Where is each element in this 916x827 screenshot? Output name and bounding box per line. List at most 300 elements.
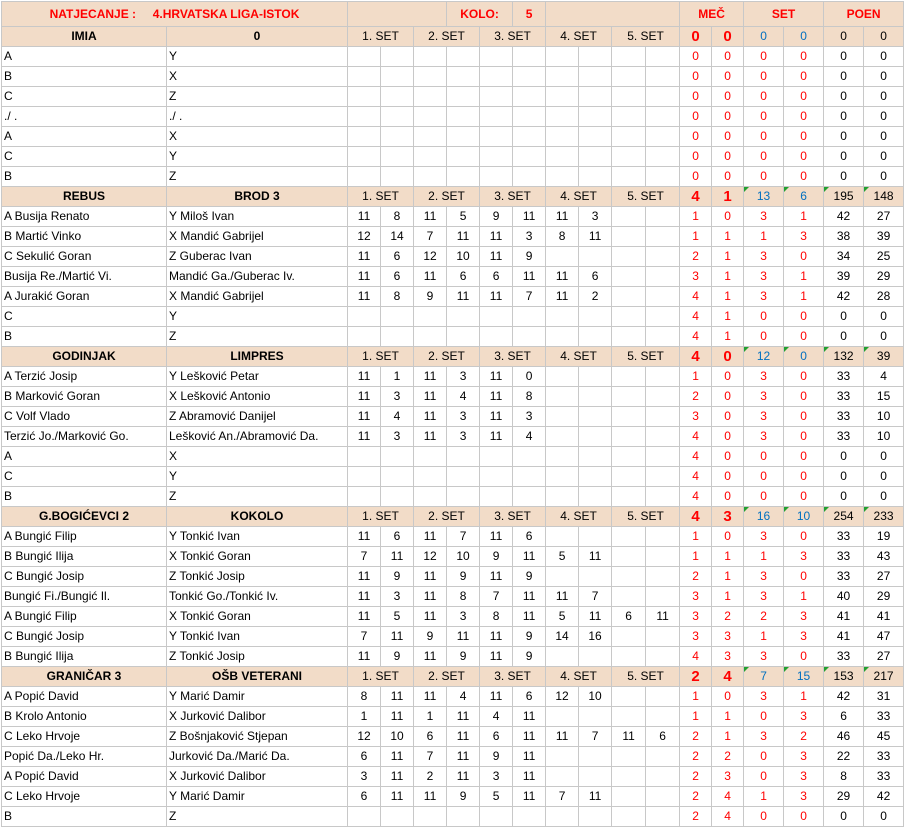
set-score	[513, 327, 546, 347]
set-total-home: 7	[744, 667, 784, 687]
game-sets-away: 3	[784, 767, 824, 787]
home-player: Busija Re./Martić Vi.	[2, 267, 167, 287]
running-match-away: 1	[712, 587, 744, 607]
game-points-home: 34	[824, 247, 864, 267]
set-score: 1	[414, 707, 447, 727]
game-sets-home: 0	[744, 747, 784, 767]
home-player: C Sekulić Goran	[2, 247, 167, 267]
set-score	[546, 167, 579, 187]
set-score	[612, 327, 646, 347]
game-points-home: 8	[824, 767, 864, 787]
set-score: 6	[646, 727, 680, 747]
set-score: 11	[546, 587, 579, 607]
game-sets-away: 0	[784, 67, 824, 87]
game-row	[2, 327, 916, 347]
set-score: 11	[348, 207, 381, 227]
set-score	[646, 787, 680, 807]
set-score: 10	[447, 247, 480, 267]
set-score: 11	[348, 387, 381, 407]
set-score: 11	[546, 287, 579, 307]
set-label: 1. SET	[348, 667, 414, 687]
game-row	[2, 127, 916, 147]
running-match-away: 1	[712, 707, 744, 727]
round-value: 5	[513, 2, 546, 27]
set-score	[579, 487, 612, 507]
game-sets-away: 0	[784, 87, 824, 107]
game-sets-home: 0	[744, 67, 784, 87]
set-label: 5. SET	[612, 187, 680, 207]
game-points-away: 28	[864, 287, 904, 307]
set-score	[447, 67, 480, 87]
set-score	[348, 67, 381, 87]
game-sets-home: 0	[744, 147, 784, 167]
game-points-home: 0	[824, 327, 864, 347]
set-label: 4. SET	[546, 347, 612, 367]
game-points-away: 29	[864, 267, 904, 287]
home-player: A	[2, 127, 167, 147]
set-score	[447, 47, 480, 67]
game-points-away: 0	[864, 467, 904, 487]
match-total-home: 4	[680, 507, 712, 527]
game-sets-home: 3	[744, 387, 784, 407]
set-score	[612, 247, 646, 267]
set-score: 6	[480, 267, 513, 287]
home-player: C Leko Hrvoje	[2, 787, 167, 807]
set-score: 11	[480, 647, 513, 667]
set-score	[612, 67, 646, 87]
set-score	[546, 67, 579, 87]
running-match-away: 2	[712, 607, 744, 627]
game-points-away: 15	[864, 387, 904, 407]
game-sets-away: 3	[784, 707, 824, 727]
game-points-away: 45	[864, 727, 904, 747]
set-score	[579, 247, 612, 267]
away-player: X	[167, 127, 348, 147]
game-row	[2, 587, 916, 607]
set-score: 12	[546, 687, 579, 707]
running-match-home: 1	[680, 687, 712, 707]
set-score	[579, 167, 612, 187]
competition-title-cell	[2, 2, 348, 27]
running-match-home: 4	[680, 447, 712, 467]
set-score	[480, 47, 513, 67]
set-score: 11	[381, 627, 414, 647]
set-score	[414, 107, 447, 127]
game-sets-away: 3	[784, 547, 824, 567]
set-score	[348, 167, 381, 187]
running-match-home: 3	[680, 407, 712, 427]
set-score	[579, 567, 612, 587]
home-player: B	[2, 327, 167, 347]
home-player: A Jurakić Goran	[2, 287, 167, 307]
match-total-away: 0	[712, 27, 744, 47]
set-score: 12	[348, 727, 381, 747]
set-score: 7	[414, 227, 447, 247]
running-match-away: 1	[712, 267, 744, 287]
away-player: Z Tonkić Josip	[167, 647, 348, 667]
running-match-away: 1	[712, 227, 744, 247]
running-match-home: 2	[680, 807, 712, 827]
running-match-away: 0	[712, 67, 744, 87]
set-label: 5. SET	[612, 347, 680, 367]
set-score	[579, 707, 612, 727]
set-score	[646, 87, 680, 107]
away-player: Z	[167, 87, 348, 107]
game-sets-away: 3	[784, 787, 824, 807]
set-score: 11	[447, 707, 480, 727]
set-score	[414, 447, 447, 467]
set-score: 11	[447, 727, 480, 747]
game-sets-home: 0	[744, 467, 784, 487]
away-player: Y Lešković Petar	[167, 367, 348, 387]
game-sets-home: 0	[744, 107, 784, 127]
set-score	[612, 207, 646, 227]
points-total-away: 148	[864, 187, 904, 207]
game-row	[2, 67, 916, 87]
set-score: 11	[348, 647, 381, 667]
running-match-away: 1	[712, 287, 744, 307]
set-score: 11	[480, 627, 513, 647]
set-score: 11	[513, 587, 546, 607]
set-score: 6	[513, 527, 546, 547]
set-score: 8	[381, 207, 414, 227]
set-score	[381, 167, 414, 187]
match-score-header: MEČ	[680, 2, 744, 27]
game-sets-home: 0	[744, 447, 784, 467]
set-score: 0	[513, 367, 546, 387]
set-score	[612, 707, 646, 727]
set-score	[579, 87, 612, 107]
set-score	[480, 167, 513, 187]
home-player: B	[2, 487, 167, 507]
game-row	[2, 607, 916, 627]
away-player: X Jurković Dalibor	[167, 767, 348, 787]
home-player: ./ .	[2, 107, 167, 127]
set-score	[579, 127, 612, 147]
home-player: Popić Da./Leko Hr.	[2, 747, 167, 767]
game-points-home: 41	[824, 607, 864, 627]
running-match-away: 1	[712, 567, 744, 587]
running-match-away: 0	[712, 427, 744, 447]
set-score	[414, 807, 447, 827]
set-label: 3. SET	[480, 507, 546, 527]
set-score: 11	[381, 687, 414, 707]
game-sets-away: 1	[784, 207, 824, 227]
home-player: C	[2, 147, 167, 167]
set-score	[381, 107, 414, 127]
game-row	[2, 787, 916, 807]
set-score	[646, 167, 680, 187]
game-sets-home: 0	[744, 167, 784, 187]
set-score	[480, 67, 513, 87]
set-score	[612, 587, 646, 607]
home-team-name: G.BOGIĆEVCI 2	[2, 507, 167, 527]
set-score: 8	[546, 227, 579, 247]
set-score: 16	[579, 627, 612, 647]
game-points-away: 0	[864, 447, 904, 467]
game-points-away: 41	[864, 607, 904, 627]
set-score	[579, 647, 612, 667]
set-score	[546, 767, 579, 787]
game-sets-away: 0	[784, 447, 824, 467]
set-score: 11	[480, 407, 513, 427]
points-total-home: 254	[824, 507, 864, 527]
running-match-away: 0	[712, 447, 744, 467]
home-player: C Bungić Josip	[2, 627, 167, 647]
set-score: 4	[381, 407, 414, 427]
game-row	[2, 287, 916, 307]
game-sets-home: 3	[744, 267, 784, 287]
set-score	[480, 447, 513, 467]
set-score	[646, 547, 680, 567]
game-points-away: 33	[864, 707, 904, 727]
game-points-away: 0	[864, 487, 904, 507]
game-points-home: 0	[824, 47, 864, 67]
set-score: 9	[513, 647, 546, 667]
game-sets-away: 0	[784, 107, 824, 127]
running-match-away: 0	[712, 127, 744, 147]
set-score: 7	[480, 587, 513, 607]
set-score: 11	[414, 607, 447, 627]
set-score: 11	[348, 567, 381, 587]
away-player: Z	[167, 487, 348, 507]
game-points-away: 27	[864, 567, 904, 587]
set-score: 11	[513, 747, 546, 767]
set-score: 4	[447, 387, 480, 407]
set-score	[612, 147, 646, 167]
game-row	[2, 407, 916, 427]
set-label: 5. SET	[612, 667, 680, 687]
home-player: C Leko Hrvoje	[2, 727, 167, 747]
set-score	[513, 307, 546, 327]
set-score: 3	[447, 427, 480, 447]
game-points-home: 39	[824, 267, 864, 287]
home-player: B Krolo Antonio	[2, 707, 167, 727]
set-score: 11	[381, 707, 414, 727]
set-score: 9	[480, 547, 513, 567]
set-score	[414, 307, 447, 327]
set-score: 3	[381, 387, 414, 407]
set-score	[546, 647, 579, 667]
set-score: 9	[480, 747, 513, 767]
set-score: 11	[414, 407, 447, 427]
set-score	[579, 407, 612, 427]
running-match-away: 1	[712, 727, 744, 747]
game-points-home: 6	[824, 707, 864, 727]
set-score: 11	[480, 387, 513, 407]
set-score	[612, 267, 646, 287]
set-score	[546, 427, 579, 447]
running-match-home: 3	[680, 607, 712, 627]
set-score: 3	[513, 227, 546, 247]
game-points-home: 0	[824, 87, 864, 107]
set-score	[348, 807, 381, 827]
set-score: 9	[447, 647, 480, 667]
game-sets-home: 1	[744, 227, 784, 247]
match-header-row	[2, 507, 916, 527]
set-score	[414, 487, 447, 507]
set-score	[612, 647, 646, 667]
game-sets-away: 0	[784, 327, 824, 347]
set-score	[348, 47, 381, 67]
set-score: 11	[513, 207, 546, 227]
home-player: A Busija Renato	[2, 207, 167, 227]
game-sets-home: 0	[744, 327, 784, 347]
running-match-home: 1	[680, 707, 712, 727]
game-points-away: 0	[864, 127, 904, 147]
game-row	[2, 387, 916, 407]
game-sets-away: 0	[784, 247, 824, 267]
running-match-away: 0	[712, 527, 744, 547]
home-team-name: IMIA	[2, 27, 167, 47]
set-score	[513, 67, 546, 87]
set-score	[612, 447, 646, 467]
set-score	[646, 267, 680, 287]
running-match-away: 0	[712, 167, 744, 187]
set-score: 11	[513, 707, 546, 727]
set-score	[480, 107, 513, 127]
running-match-away: 4	[712, 807, 744, 827]
game-sets-away: 1	[784, 587, 824, 607]
set-score: 12	[414, 247, 447, 267]
set-score	[546, 367, 579, 387]
set-score	[381, 807, 414, 827]
set-total-home: 12	[744, 347, 784, 367]
set-score: 11	[513, 607, 546, 627]
set-score	[381, 127, 414, 147]
game-row	[2, 247, 916, 267]
game-sets-away: 1	[784, 687, 824, 707]
set-label: 1. SET	[348, 187, 414, 207]
game-sets-away: 1	[784, 267, 824, 287]
set-score: 14	[546, 627, 579, 647]
set-score	[348, 307, 381, 327]
game-row	[2, 207, 916, 227]
game-sets-away: 0	[784, 307, 824, 327]
home-player: C	[2, 87, 167, 107]
set-score	[480, 487, 513, 507]
game-row	[2, 747, 916, 767]
running-match-away: 1	[712, 247, 744, 267]
running-match-home: 0	[680, 167, 712, 187]
set-score: 6	[381, 247, 414, 267]
points-total-home: 195	[824, 187, 864, 207]
set-score: 11	[579, 607, 612, 627]
game-row	[2, 447, 916, 467]
set-score	[612, 787, 646, 807]
set-score: 7	[414, 747, 447, 767]
set-score: 6	[348, 747, 381, 767]
set-score	[546, 567, 579, 587]
set-label: 4. SET	[546, 667, 612, 687]
set-score	[646, 47, 680, 67]
set-total-home: 16	[744, 507, 784, 527]
game-sets-home: 3	[744, 427, 784, 447]
game-sets-home: 1	[744, 627, 784, 647]
game-sets-away: 0	[784, 367, 824, 387]
set-score	[546, 47, 579, 67]
game-points-home: 40	[824, 587, 864, 607]
away-player: X Mandić Gabrijel	[167, 227, 348, 247]
set-score	[579, 427, 612, 447]
game-points-away: 39	[864, 227, 904, 247]
set-score	[546, 107, 579, 127]
game-sets-home: 1	[744, 547, 784, 567]
game-points-home: 33	[824, 367, 864, 387]
set-score	[546, 327, 579, 347]
set-score: 9	[447, 567, 480, 587]
home-player: Bungić Fi./Bungić Il.	[2, 587, 167, 607]
set-score	[447, 327, 480, 347]
home-player: C	[2, 307, 167, 327]
game-sets-away: 0	[784, 527, 824, 547]
set-score	[646, 407, 680, 427]
header-spacer	[546, 2, 680, 27]
running-match-home: 1	[680, 367, 712, 387]
game-sets-home: 3	[744, 567, 784, 587]
set-total-away: 6	[784, 187, 824, 207]
game-row	[2, 627, 916, 647]
running-match-home: 2	[680, 567, 712, 587]
set-score	[381, 87, 414, 107]
set-score	[646, 447, 680, 467]
set-score: 11	[381, 767, 414, 787]
running-match-home: 0	[680, 67, 712, 87]
home-player: A Bungić Filip	[2, 527, 167, 547]
set-total-away: 0	[784, 347, 824, 367]
away-player: Y	[167, 147, 348, 167]
set-score: 7	[579, 587, 612, 607]
running-match-home: 4	[680, 487, 712, 507]
set-score: 8	[513, 387, 546, 407]
running-match-away: 0	[712, 107, 744, 127]
away-player: Lešković An./Abramović Da.	[167, 427, 348, 447]
game-points-home: 0	[824, 127, 864, 147]
set-score: 8	[381, 287, 414, 307]
home-player: B Martić Vinko	[2, 227, 167, 247]
game-sets-home: 3	[744, 287, 784, 307]
game-sets-away: 1	[784, 287, 824, 307]
set-score	[579, 767, 612, 787]
game-sets-home: 3	[744, 367, 784, 387]
running-match-home: 4	[680, 647, 712, 667]
set-score: 11	[348, 247, 381, 267]
set-score: 11	[348, 267, 381, 287]
home-player: A Popić David	[2, 687, 167, 707]
set-score	[546, 247, 579, 267]
away-player: Y Tonkić Ivan	[167, 627, 348, 647]
set-score: 4	[447, 687, 480, 707]
set-score: 11	[414, 567, 447, 587]
set-label: 2. SET	[414, 347, 480, 367]
set-score	[546, 707, 579, 727]
set-score: 11	[414, 647, 447, 667]
set-score: 6	[381, 527, 414, 547]
set-score	[447, 87, 480, 107]
running-match-away: 0	[712, 87, 744, 107]
set-score	[646, 207, 680, 227]
set-score	[612, 307, 646, 327]
points-header: POEN	[824, 2, 904, 27]
set-score: 11	[513, 547, 546, 567]
set-label: 4. SET	[546, 187, 612, 207]
points-total-away: 39	[864, 347, 904, 367]
set-score	[646, 367, 680, 387]
set-score: 6	[612, 607, 646, 627]
set-score	[612, 87, 646, 107]
away-team-name: BROD 3	[167, 187, 348, 207]
set-label: 5. SET	[612, 507, 680, 527]
